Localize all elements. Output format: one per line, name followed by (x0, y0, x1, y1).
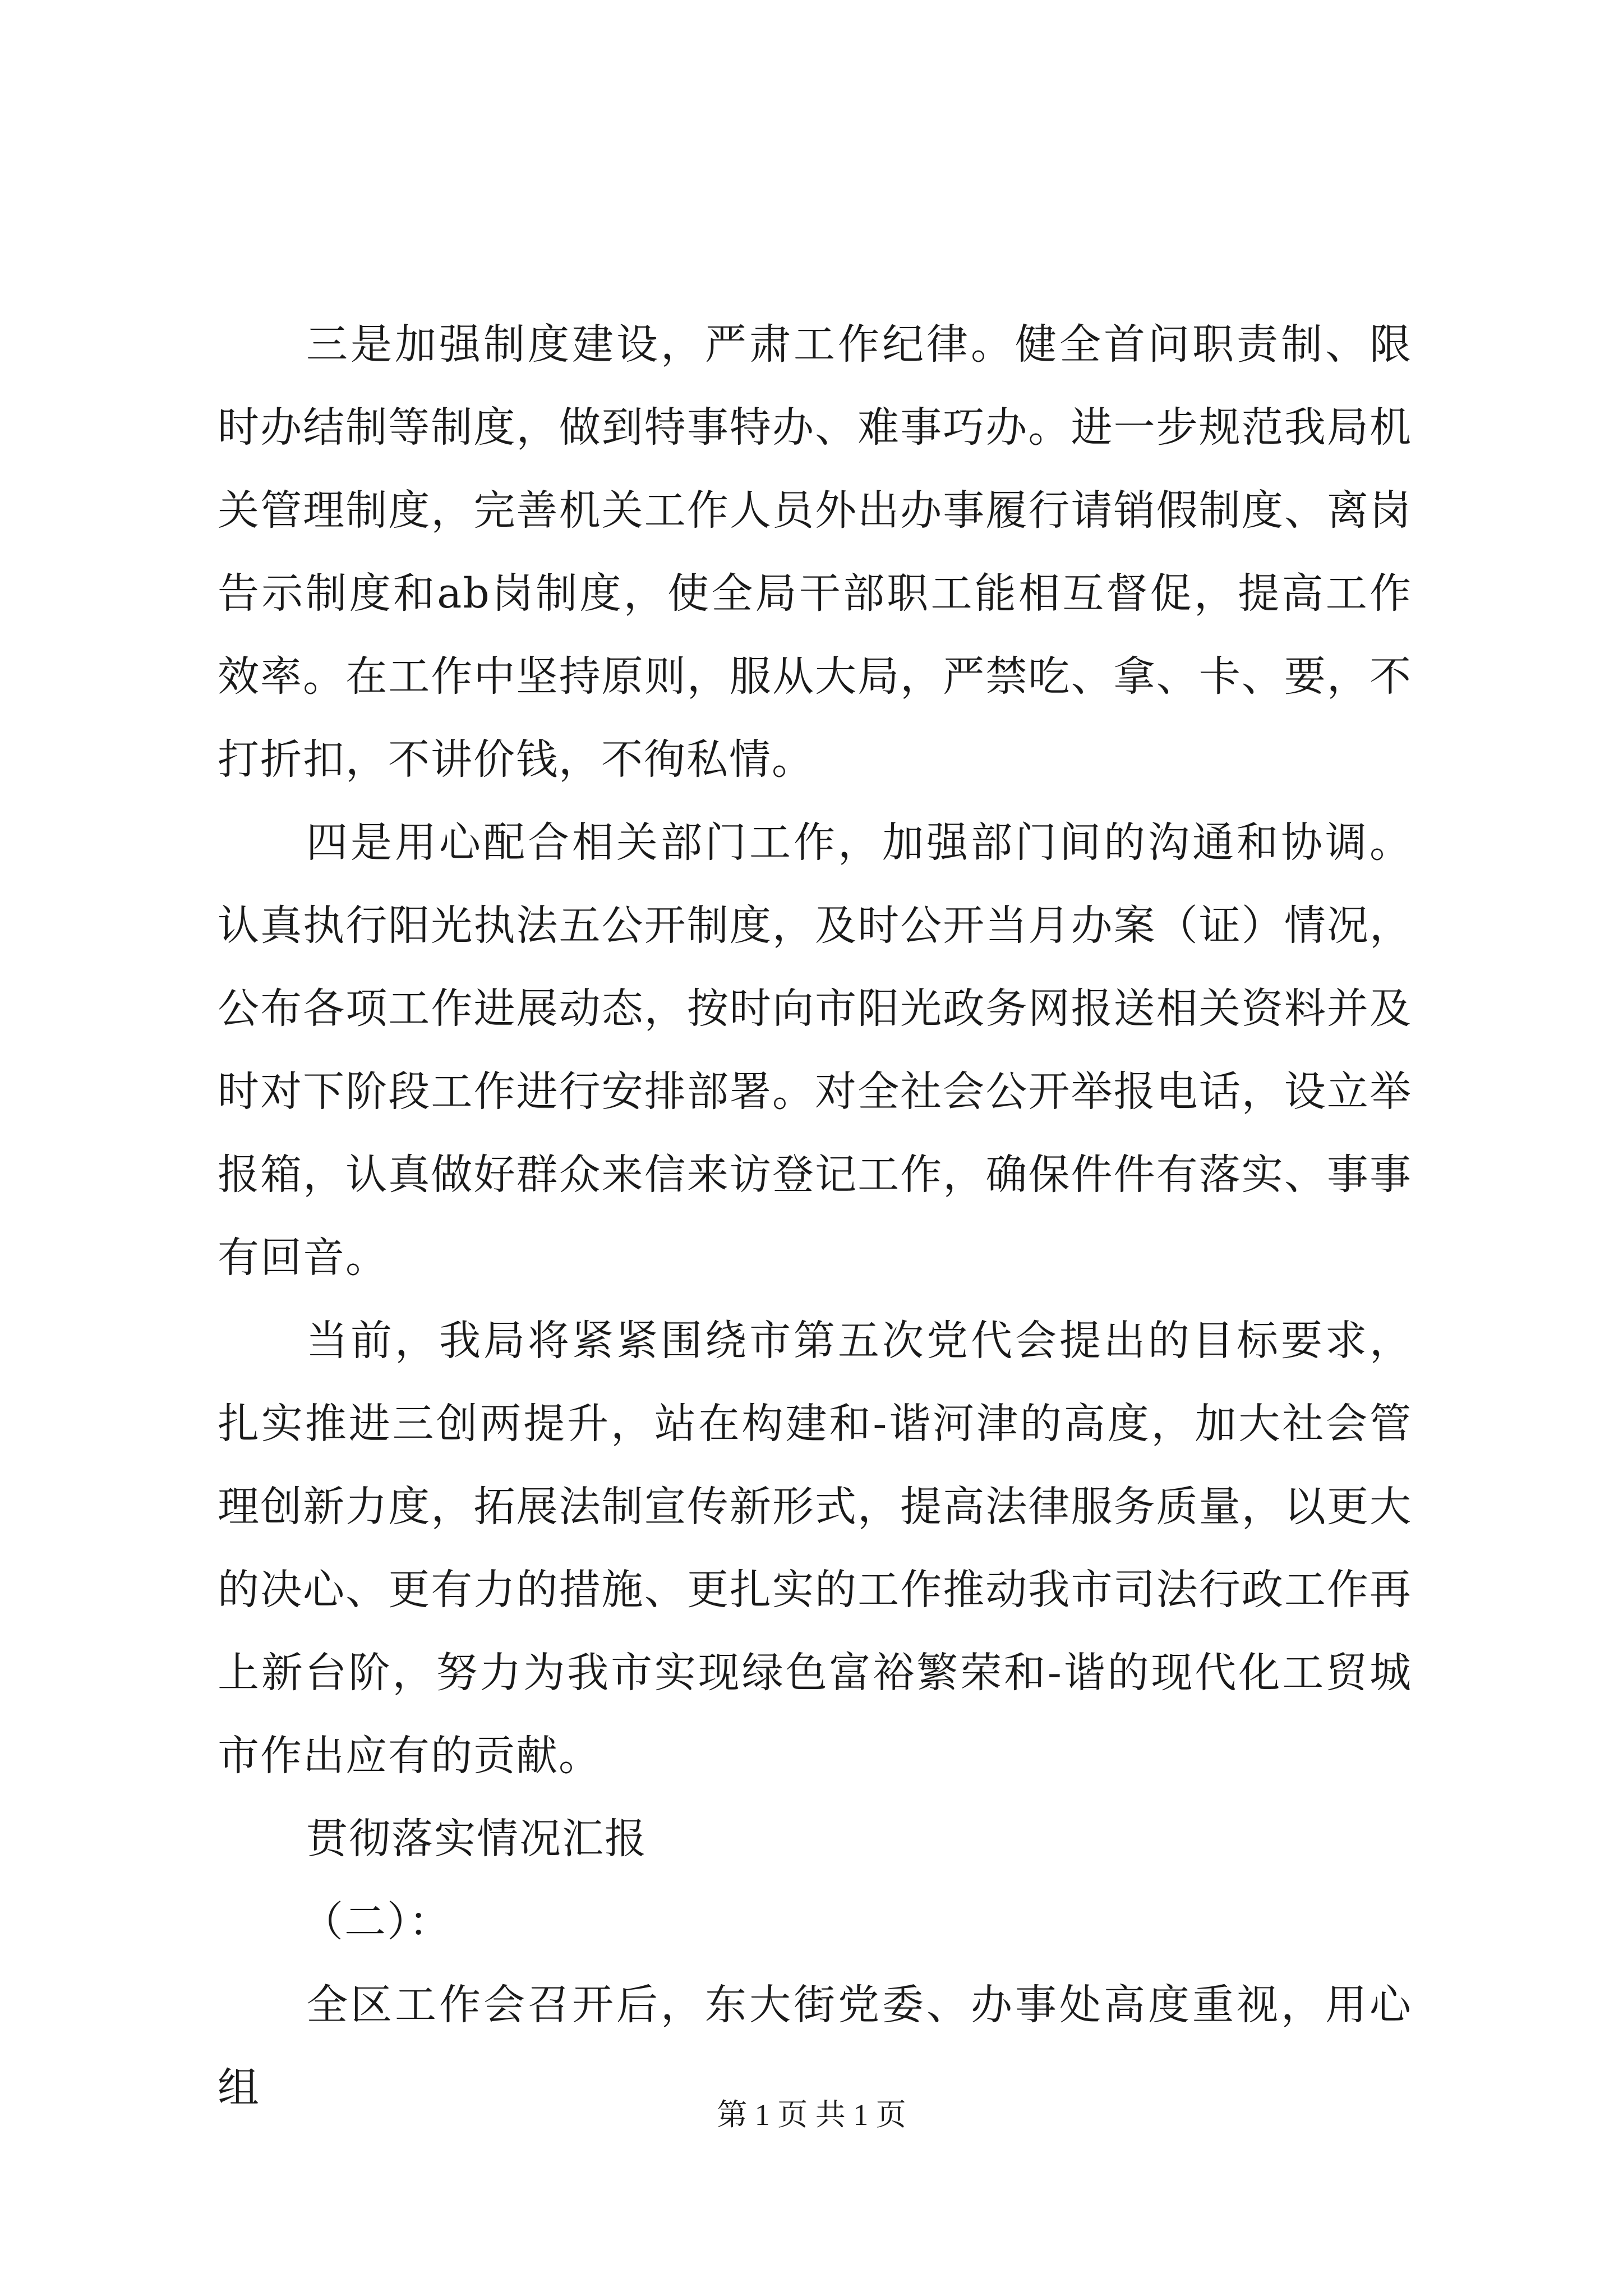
paragraph-department-coordination: 四是用心配合相关部门工作，加强部门间的沟通和协调。认真执行阳光执法五公开制度，及时公开当月办案（证）情况，公布各项工作进展动态，按时向市阳光政务网报送相关资料并及时对下阶段工作进行安排部署。对全社会公开举报电话，设立举报箱，认真做好群众来信来访登记工作，确保件件有落实、事事有回音。 (218, 818, 1412, 1282)
section-subtitle: （二）： (302, 1898, 451, 1946)
section-title: 贯彻落实情况汇报 (306, 1815, 647, 1863)
document-body (218, 303, 1412, 2129)
page-number-footer: 第 1 页 共 1 页 (717, 2098, 906, 2132)
paragraph-system-building: 三是加强制度建设，严肃工作纪律。健全首问职责制、限时办结制等制度，做到特事特办、难事巧办。进一步规范我局机关管理制度，完善机关工作人员外出办事履行请销假制度、离岗告示制度和ab岗制度，使全局干部职工能相互督促，提高工作效率。在工作中坚持原则，服从大局，严禁吃、拿、卡、要，不打折扣，不讲价钱，不徇私情。 (218, 320, 1412, 784)
paragraph-current-goals: 当前，我局将紧紧围绕市第五次党代会提出的目标要求，扎实推进三创两提升，站在构建和-谐河津的高度，加大社会管理创新力度，拓展法制宣传新形式，提高法律服务质量，以更大的决心、更有力的措施、更扎实的工作推动我市司法行政工作再上新台阶，努力为我市实现绿色富裕繁荣和-谐的现代化工贸城市作出应有的贡献。 (218, 1317, 1412, 1780)
paragraph-district-meeting: 全区工作会召开后，东大街党委、办事处高度重视，用心组 (218, 1981, 1412, 2112)
